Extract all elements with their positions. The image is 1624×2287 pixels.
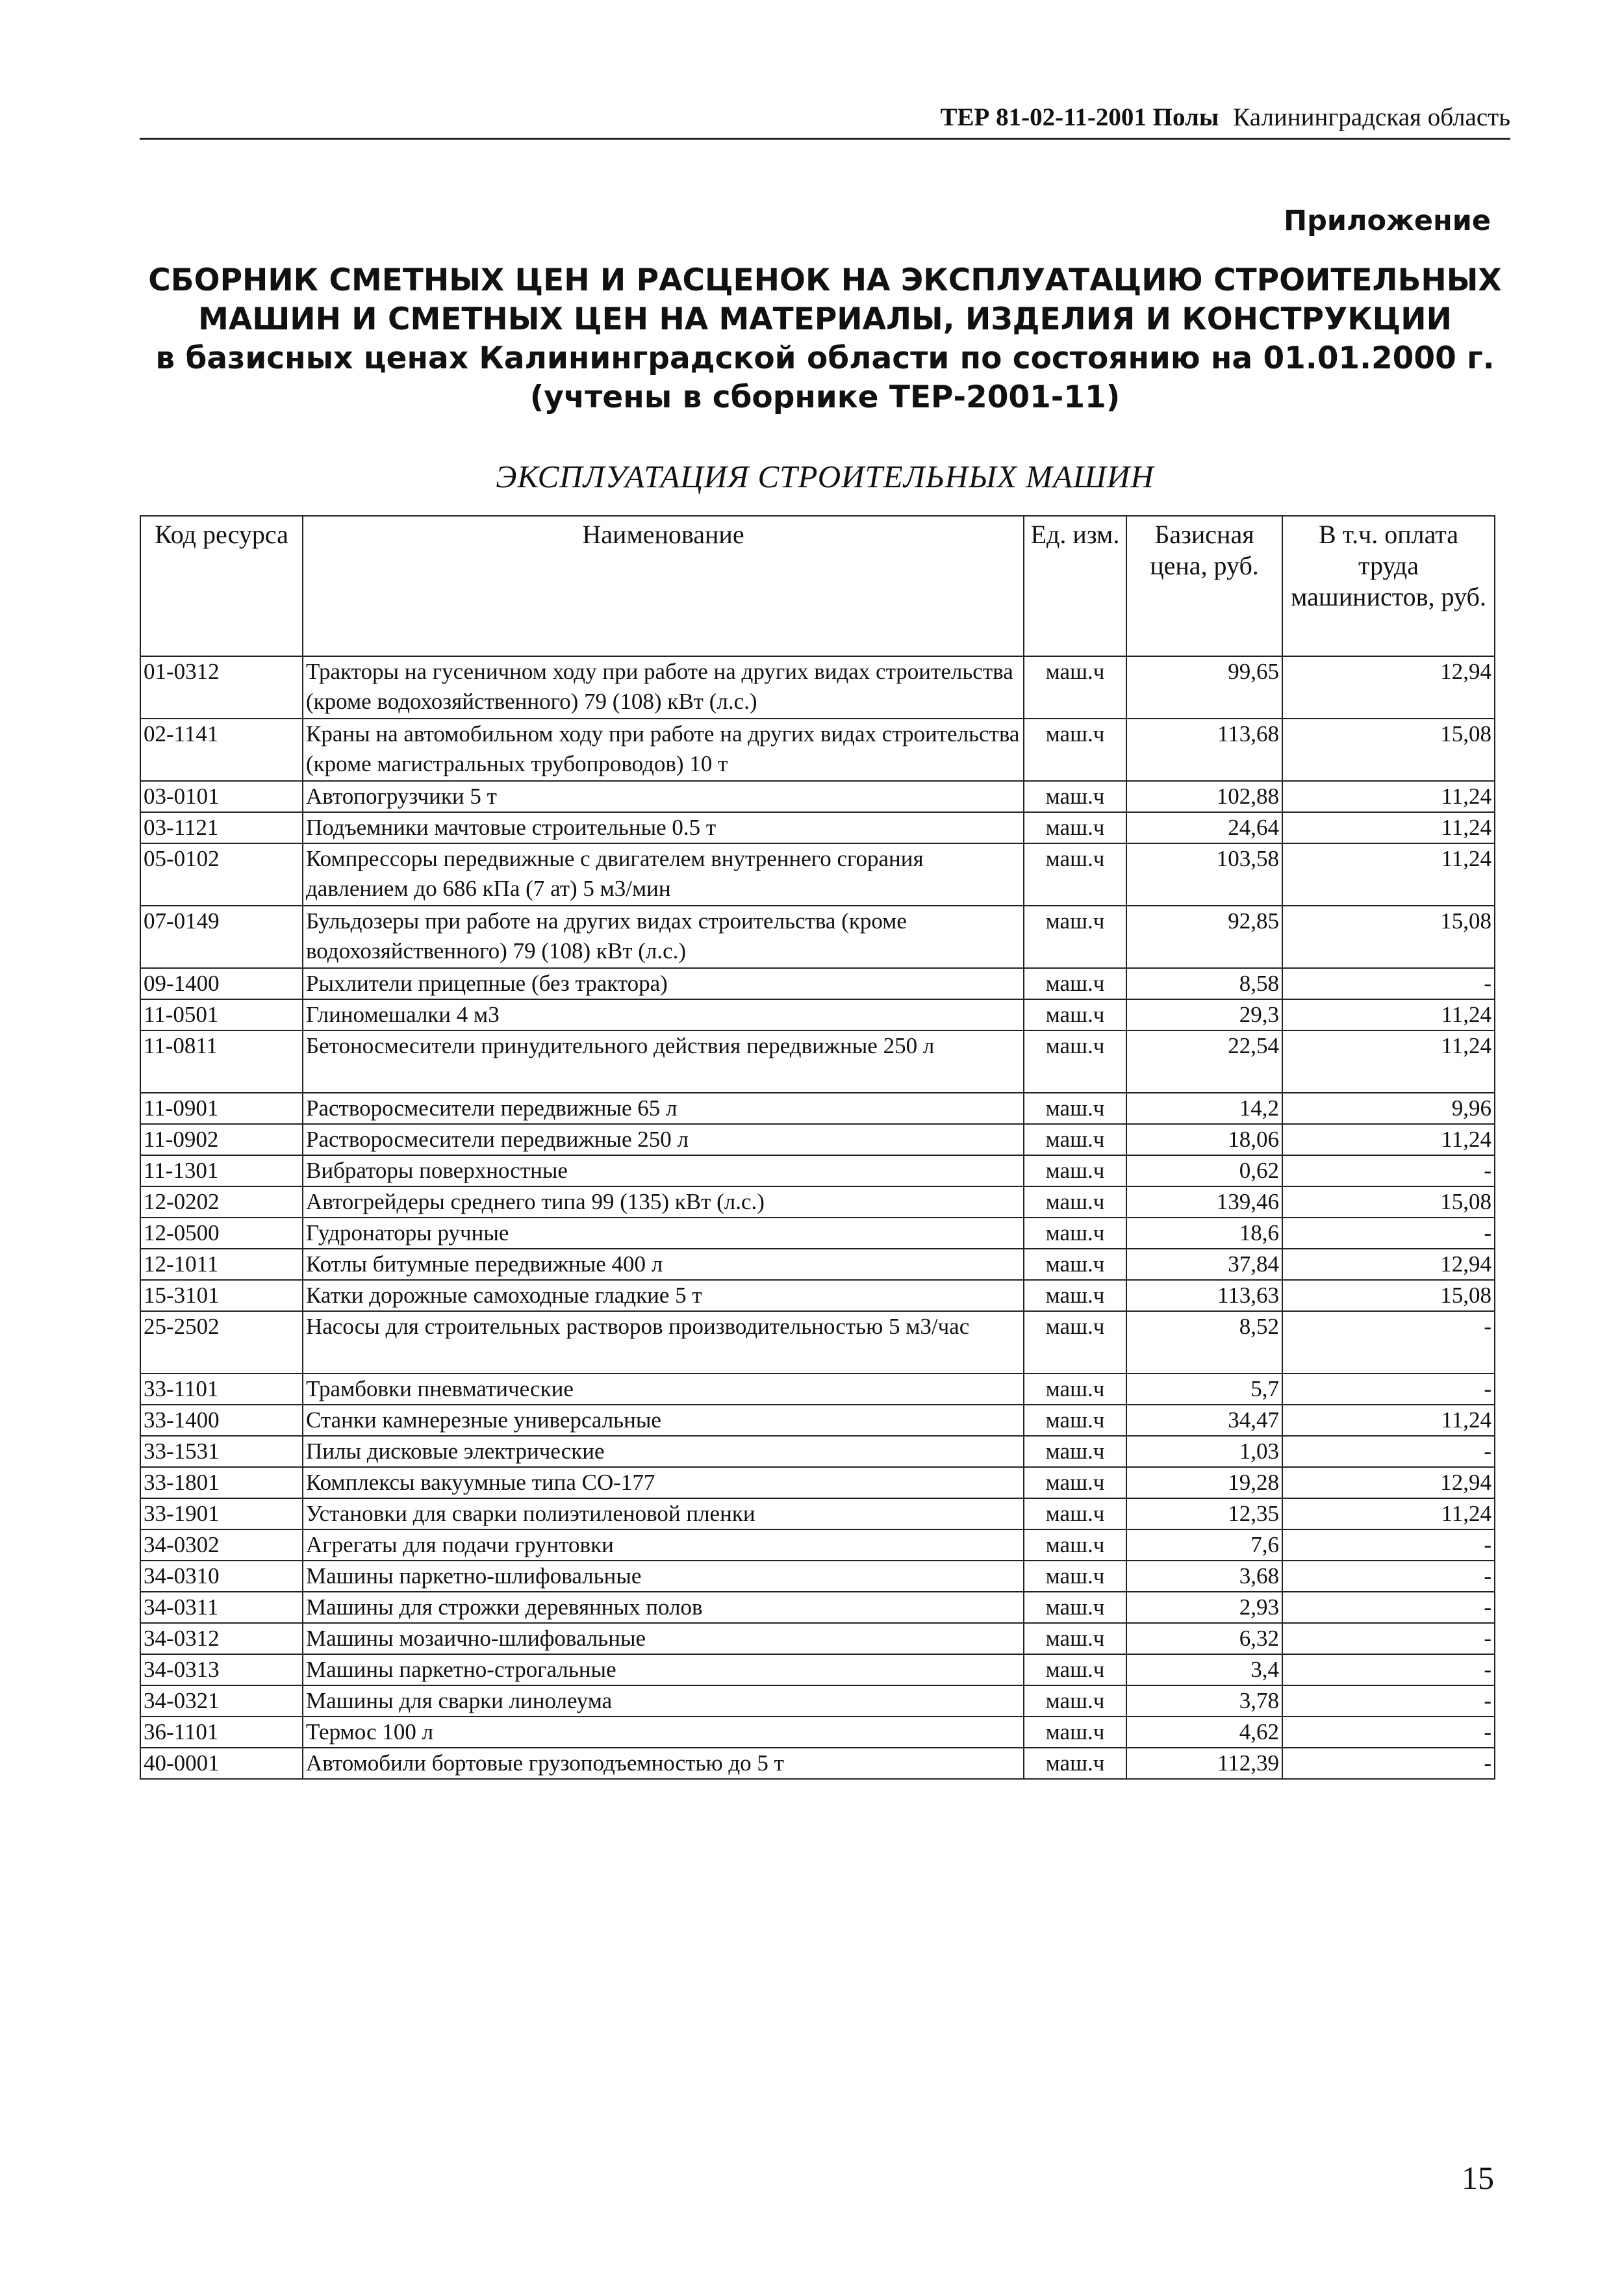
cell-name: Компрессоры передвижные с двигателем внутреннего сгорания давлением до 686 кПа (7 ат) 5 м3/мин — [303, 843, 1024, 906]
table-row — [140, 1311, 1495, 1373]
cell-pay: 15,08 — [1282, 1186, 1495, 1218]
title-line-3: в базисных ценах Калининградской области по состоянию на 01.01.2000 г. — [155, 340, 1495, 376]
cell-code: 34-0312 — [140, 1623, 303, 1654]
cell-name: Пилы дисковые электрические — [303, 1436, 1024, 1467]
cell-code: 12-0500 — [140, 1218, 303, 1249]
table-row — [140, 1155, 1495, 1186]
cell-price: 5,7 — [1126, 1373, 1282, 1405]
cell-pay: - — [1282, 1623, 1495, 1654]
cell-unit: маш.ч — [1024, 1280, 1126, 1311]
cell-code: 36-1101 — [140, 1717, 303, 1748]
table-row — [140, 1249, 1495, 1280]
header-name: Наименование — [303, 516, 1024, 656]
cell-pay: - — [1282, 1592, 1495, 1623]
cell-code: 33-1531 — [140, 1436, 303, 1467]
appendix-label: Приложение — [1284, 205, 1491, 237]
cell-unit: маш.ч — [1024, 1498, 1126, 1529]
cell-pay: 12,94 — [1282, 1467, 1495, 1498]
document-code: ТЕР 81-02-11-2001 Полы — [940, 103, 1219, 131]
cell-unit: маш.ч — [1024, 1467, 1126, 1498]
cell-name: Трамбовки пневматические — [303, 1373, 1024, 1405]
cell-code: 40-0001 — [140, 1748, 303, 1779]
page-header — [140, 97, 1510, 140]
cell-name: Станки камнерезные универсальные — [303, 1405, 1024, 1436]
cell-code: 33-1400 — [140, 1405, 303, 1436]
cell-code: 33-1901 — [140, 1498, 303, 1529]
cell-pay: 15,08 — [1282, 1280, 1495, 1311]
cell-unit: маш.ч — [1024, 1311, 1126, 1373]
cell-unit: маш.ч — [1024, 812, 1126, 843]
header-pay: В т.ч. оплата труда машинистов, руб. — [1282, 516, 1495, 656]
cell-name: Установки для сварки полиэтиленовой пленки — [303, 1498, 1024, 1529]
cell-price: 12,35 — [1126, 1498, 1282, 1529]
cell-pay: - — [1282, 1436, 1495, 1467]
section-title: ЭКСПЛУАТАЦИЯ СТРОИТЕЛЬНЫХ МАШИН — [496, 459, 1154, 494]
cell-pay: 9,96 — [1282, 1093, 1495, 1124]
table-row — [140, 1467, 1495, 1498]
cell-code: 34-0321 — [140, 1685, 303, 1717]
cell-price: 34,47 — [1126, 1405, 1282, 1436]
cell-name: Рыхлители прицепные (без трактора) — [303, 968, 1024, 999]
cell-price: 0,62 — [1126, 1155, 1282, 1186]
cell-name: Автопогрузчики 5 т — [303, 781, 1024, 812]
cell-code: 12-1011 — [140, 1249, 303, 1280]
cell-name: Гудронаторы ручные — [303, 1218, 1024, 1249]
cell-name: Вибраторы поверхностные — [303, 1155, 1024, 1186]
cell-price: 8,58 — [1126, 968, 1282, 999]
table-row — [140, 719, 1495, 781]
cell-price: 139,46 — [1126, 1186, 1282, 1218]
cell-unit: маш.ч — [1024, 1405, 1126, 1436]
cell-price: 29,3 — [1126, 999, 1282, 1030]
title-line-4: (учтены в сборнике ТЕР-2001-11) — [529, 379, 1121, 415]
cell-name: Машины для строжки деревянных полов — [303, 1592, 1024, 1623]
cell-unit: маш.ч — [1024, 1561, 1126, 1592]
cell-name: Агрегаты для подачи грунтовки — [303, 1529, 1024, 1561]
cell-price: 14,2 — [1126, 1093, 1282, 1124]
table-row — [140, 1030, 1495, 1093]
cell-price: 3,4 — [1126, 1654, 1282, 1685]
cell-unit: маш.ч — [1024, 1186, 1126, 1218]
cell-unit: маш.ч — [1024, 906, 1126, 968]
table-row — [140, 1405, 1495, 1436]
cell-name: Машины мозаично-шлифовальные — [303, 1623, 1024, 1654]
table-row — [140, 968, 1495, 999]
table-row — [140, 812, 1495, 843]
cell-name: Растворосмесители передвижные 65 л — [303, 1093, 1024, 1124]
cell-price: 99,65 — [1126, 656, 1282, 719]
collection-title — [140, 261, 1510, 417]
cell-price: 3,68 — [1126, 1561, 1282, 1592]
cell-name: Автомобили бортовые грузоподъемностью до 5 т — [303, 1748, 1024, 1779]
cell-unit: маш.ч — [1024, 1124, 1126, 1155]
cell-pay: - — [1282, 1155, 1495, 1186]
cell-pay: - — [1282, 1218, 1495, 1249]
cell-pay: 11,24 — [1282, 812, 1495, 843]
cell-price: 112,39 — [1126, 1748, 1282, 1779]
cell-code: 11-1301 — [140, 1155, 303, 1186]
cell-unit: маш.ч — [1024, 1748, 1126, 1779]
cell-pay: - — [1282, 1373, 1495, 1405]
header-code: Код ресурса — [140, 516, 303, 656]
cell-pay: 11,24 — [1282, 781, 1495, 812]
cell-pay: 15,08 — [1282, 719, 1495, 781]
cell-price: 102,88 — [1126, 781, 1282, 812]
cell-price: 1,03 — [1126, 1436, 1282, 1467]
table-row — [140, 1592, 1495, 1623]
table-row — [140, 999, 1495, 1030]
cell-price: 6,32 — [1126, 1623, 1282, 1654]
cell-pay: - — [1282, 968, 1495, 999]
cell-pay: - — [1282, 1311, 1495, 1373]
table-row — [140, 1124, 1495, 1155]
table-row — [140, 1685, 1495, 1717]
cell-unit: маш.ч — [1024, 1717, 1126, 1748]
cell-name: Бульдозеры при работе на других видах строительства (кроме водохозяйственного) 79 (108) кВт (л.с.) — [303, 906, 1024, 968]
machines-table — [140, 515, 1495, 1780]
cell-code: 03-1121 — [140, 812, 303, 843]
table-row — [140, 1093, 1495, 1124]
cell-pay: - — [1282, 1529, 1495, 1561]
cell-price: 18,06 — [1126, 1124, 1282, 1155]
cell-price: 103,58 — [1126, 843, 1282, 906]
cell-unit: маш.ч — [1024, 843, 1126, 906]
table-row — [140, 1218, 1495, 1249]
cell-name: Машины паркетно-строгальные — [303, 1654, 1024, 1685]
cell-pay: 12,94 — [1282, 1249, 1495, 1280]
table-row — [140, 1748, 1495, 1779]
cell-unit: маш.ч — [1024, 968, 1126, 999]
cell-price: 7,6 — [1126, 1529, 1282, 1561]
cell-unit: маш.ч — [1024, 1155, 1126, 1186]
cell-name: Термос 100 л — [303, 1717, 1024, 1748]
cell-code: 34-0313 — [140, 1654, 303, 1685]
cell-name: Автогрейдеры среднего типа 99 (135) кВт (л.с.) — [303, 1186, 1024, 1218]
table-row — [140, 843, 1495, 906]
cell-code: 02-1141 — [140, 719, 303, 781]
cell-price: 4,62 — [1126, 1717, 1282, 1748]
cell-price: 19,28 — [1126, 1467, 1282, 1498]
cell-unit: маш.ч — [1024, 1093, 1126, 1124]
cell-code: 09-1400 — [140, 968, 303, 999]
cell-code: 11-0902 — [140, 1124, 303, 1155]
cell-code: 33-1101 — [140, 1373, 303, 1405]
cell-pay: 11,24 — [1282, 843, 1495, 906]
cell-name: Тракторы на гусеничном ходу при работе на других видах строительства (кроме водохозяйственного) 79 (108) кВт (л.с.) — [303, 656, 1024, 719]
cell-unit: маш.ч — [1024, 1623, 1126, 1654]
page-number: 15 — [1462, 2160, 1494, 2196]
cell-code: 33-1801 — [140, 1467, 303, 1498]
cell-code: 11-0901 — [140, 1093, 303, 1124]
cell-name: Комплексы вакуумные типа СО-177 — [303, 1467, 1024, 1498]
cell-price: 113,63 — [1126, 1280, 1282, 1311]
cell-name: Насосы для строительных растворов производительностью 5 м3/час — [303, 1311, 1024, 1373]
cell-unit: маш.ч — [1024, 1654, 1126, 1685]
cell-unit: маш.ч — [1024, 1030, 1126, 1093]
cell-unit: маш.ч — [1024, 1436, 1126, 1467]
cell-name: Машины паркетно-шлифовальные — [303, 1561, 1024, 1592]
cell-pay: - — [1282, 1685, 1495, 1717]
cell-unit: маш.ч — [1024, 719, 1126, 781]
cell-code: 05-0102 — [140, 843, 303, 906]
table-header-row — [140, 516, 1495, 656]
cell-unit: маш.ч — [1024, 999, 1126, 1030]
header-unit: Ед. изм. — [1024, 516, 1126, 656]
table-row — [140, 1717, 1495, 1748]
table-row — [140, 1186, 1495, 1218]
cell-pay: 11,24 — [1282, 1498, 1495, 1529]
cell-code: 15-3101 — [140, 1280, 303, 1311]
cell-code: 01-0312 — [140, 656, 303, 719]
cell-pay: 11,24 — [1282, 1030, 1495, 1093]
cell-pay: 15,08 — [1282, 906, 1495, 968]
cell-price: 8,52 — [1126, 1311, 1282, 1373]
cell-name: Машины для сварки линолеума — [303, 1685, 1024, 1717]
table-row — [140, 656, 1495, 719]
cell-name: Катки дорожные самоходные гладкие 5 т — [303, 1280, 1024, 1311]
cell-price: 92,85 — [1126, 906, 1282, 968]
table-row — [140, 781, 1495, 812]
cell-code: 34-0311 — [140, 1592, 303, 1623]
header-price: Базисная цена, руб. — [1126, 516, 1282, 656]
table-row — [140, 1623, 1495, 1654]
title-line-2: МАШИН И СМЕТНЫХ ЦЕН НА МАТЕРИАЛЫ, ИЗДЕЛИЯ И КОНСТРУКЦИИ — [198, 301, 1452, 337]
cell-code: 12-0202 — [140, 1186, 303, 1218]
table-row — [140, 1280, 1495, 1311]
cell-name: Глиномешалки 4 м3 — [303, 999, 1024, 1030]
cell-pay: - — [1282, 1717, 1495, 1748]
cell-pay: - — [1282, 1654, 1495, 1685]
cell-name: Краны на автомобильном ходу при работе на других видах строительства (кроме магистральных трубопроводов) 10 т — [303, 719, 1024, 781]
cell-unit: маш.ч — [1024, 781, 1126, 812]
cell-pay: 11,24 — [1282, 1124, 1495, 1155]
table-body — [140, 656, 1495, 1779]
cell-unit: маш.ч — [1024, 1218, 1126, 1249]
cell-price: 22,54 — [1126, 1030, 1282, 1093]
cell-pay: 11,24 — [1282, 999, 1495, 1030]
document-region: Калининградская область — [1233, 103, 1510, 131]
cell-unit: маш.ч — [1024, 656, 1126, 719]
cell-code: 25-2502 — [140, 1311, 303, 1373]
table-row — [140, 1498, 1495, 1529]
cell-pay: 12,94 — [1282, 656, 1495, 719]
table-row — [140, 1436, 1495, 1467]
cell-code: 11-0501 — [140, 999, 303, 1030]
cell-pay: 11,24 — [1282, 1405, 1495, 1436]
cell-name: Бетоносмесители принудительного действия передвижные 250 л — [303, 1030, 1024, 1093]
cell-unit: маш.ч — [1024, 1529, 1126, 1561]
cell-price: 113,68 — [1126, 719, 1282, 781]
cell-unit: маш.ч — [1024, 1373, 1126, 1405]
title-line-1: СБОРНИК СМЕТНЫХ ЦЕН И РАСЦЕНОК НА ЭКСПЛУАТАЦИЮ СТРОИТЕЛЬНЫХ — [148, 262, 1502, 298]
cell-name: Подъемники мачтовые строительные 0.5 т — [303, 812, 1024, 843]
cell-name: Котлы битумные передвижные 400 л — [303, 1249, 1024, 1280]
cell-pay: - — [1282, 1561, 1495, 1592]
cell-price: 2,93 — [1126, 1592, 1282, 1623]
cell-price: 24,64 — [1126, 812, 1282, 843]
cell-unit: маш.ч — [1024, 1592, 1126, 1623]
cell-code: 07-0149 — [140, 906, 303, 968]
table-row — [140, 1529, 1495, 1561]
cell-pay: - — [1282, 1748, 1495, 1779]
table-row — [140, 906, 1495, 968]
cell-price: 18,6 — [1126, 1218, 1282, 1249]
cell-unit: маш.ч — [1024, 1249, 1126, 1280]
cell-code: 34-0302 — [140, 1529, 303, 1561]
cell-unit: маш.ч — [1024, 1685, 1126, 1717]
table-row — [140, 1373, 1495, 1405]
cell-code: 34-0310 — [140, 1561, 303, 1592]
cell-code: 11-0811 — [140, 1030, 303, 1093]
cell-price: 37,84 — [1126, 1249, 1282, 1280]
table-row — [140, 1561, 1495, 1592]
table-row — [140, 1654, 1495, 1685]
cell-price: 3,78 — [1126, 1685, 1282, 1717]
cell-code: 03-0101 — [140, 781, 303, 812]
cell-name: Растворосмесители передвижные 250 л — [303, 1124, 1024, 1155]
